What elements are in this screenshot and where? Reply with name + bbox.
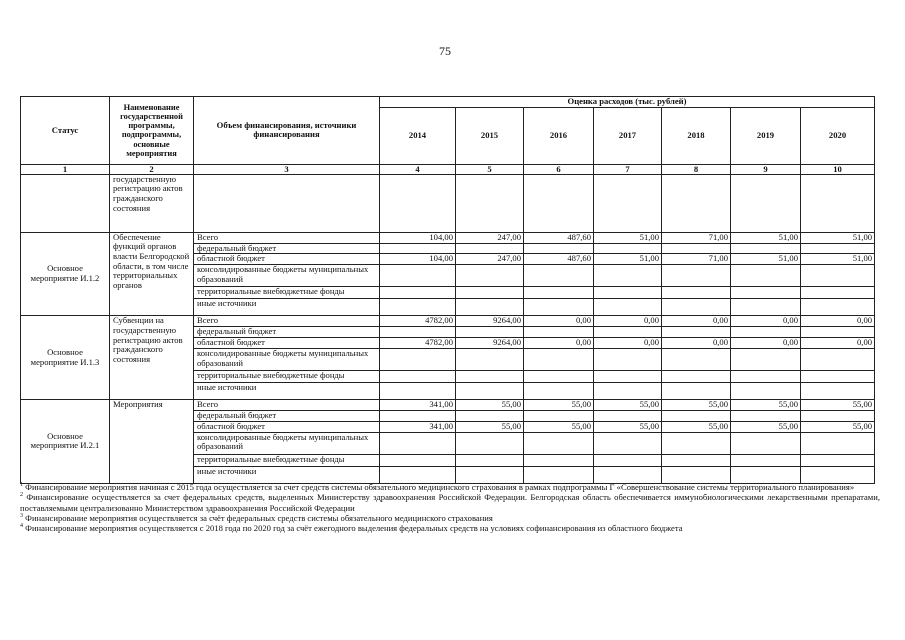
- value-cell: [456, 243, 524, 254]
- value-cell: 51,00: [731, 254, 801, 265]
- continuation-name: государственную регистрацию актов гражданского состояния: [110, 174, 194, 232]
- value-cell: [801, 265, 875, 287]
- column-number: 3: [194, 164, 380, 174]
- value-cell: [731, 243, 801, 254]
- value-cell: [456, 454, 524, 466]
- value-cell: [524, 454, 594, 466]
- value-cell: [380, 382, 456, 399]
- financing-source: территориальные внебюджетные фонды: [194, 287, 380, 299]
- value-cell: 0,00: [594, 337, 662, 348]
- value-cell: [524, 410, 594, 421]
- value-cell: 0,00: [662, 316, 731, 327]
- header-volume: Объем финансирования, источники финансирования: [194, 97, 380, 165]
- value-cell: 55,00: [801, 399, 875, 410]
- value-cell: [662, 299, 731, 316]
- table-row: [21, 316, 875, 327]
- value-cell: 0,00: [662, 337, 731, 348]
- value-cell: [456, 382, 524, 399]
- value-cell: 0,00: [594, 316, 662, 327]
- column-number: 5: [456, 164, 524, 174]
- value-cell: [662, 432, 731, 454]
- value-cell: [662, 327, 731, 338]
- value-cell: [594, 299, 662, 316]
- value-cell: [524, 466, 594, 483]
- header-year: 2016: [524, 107, 594, 164]
- value-cell: [456, 327, 524, 338]
- header-year: 2015: [456, 107, 524, 164]
- value-cell: [380, 287, 456, 299]
- value-cell: 55,00: [731, 421, 801, 432]
- value-cell: [380, 243, 456, 254]
- page-number: 75: [439, 44, 451, 58]
- value-cell: [456, 299, 524, 316]
- value-cell: [731, 466, 801, 483]
- value-cell: 55,00: [456, 399, 524, 410]
- footnotes: [20, 482, 880, 534]
- value-cell: [456, 466, 524, 483]
- table-row: [21, 232, 875, 243]
- header-year: 2017: [594, 107, 662, 164]
- value-cell: [594, 382, 662, 399]
- value-cell: [380, 327, 456, 338]
- value-cell: 51,00: [594, 232, 662, 243]
- value-cell: [801, 370, 875, 382]
- row-name: Субвенции на государственную регистрацию актов гражданского состояния: [110, 316, 194, 400]
- table-body: [21, 174, 875, 483]
- header-estimate: Оценка расходов (тыс. рублей): [380, 97, 875, 108]
- financing-source: консолидированные бюджеты муниципальных образований: [194, 432, 380, 454]
- value-cell: 55,00: [456, 421, 524, 432]
- value-cell: [731, 265, 801, 287]
- value-cell: [801, 410, 875, 421]
- footnote-mark: 1: [20, 482, 23, 489]
- value-cell: 0,00: [801, 316, 875, 327]
- financing-source: территориальные внебюджетные фонды: [194, 454, 380, 466]
- value-cell: [731, 454, 801, 466]
- value-cell: [594, 454, 662, 466]
- value-cell: 51,00: [801, 232, 875, 243]
- value-cell: [801, 299, 875, 316]
- continuation-status: [21, 174, 110, 232]
- value-cell: 104,00: [380, 232, 456, 243]
- financing-source: консолидированные бюджеты муниципальных образований: [194, 265, 380, 287]
- column-number: 6: [524, 164, 594, 174]
- value-cell: [380, 454, 456, 466]
- row-status: Основное мероприятие И.2.1: [21, 399, 110, 483]
- column-number: 2: [110, 164, 194, 174]
- value-cell: [662, 410, 731, 421]
- header-year: 2020: [801, 107, 875, 164]
- value-cell: 55,00: [731, 399, 801, 410]
- value-cell: [380, 370, 456, 382]
- value-cell: [524, 287, 594, 299]
- value-cell: [456, 265, 524, 287]
- value-cell: [456, 287, 524, 299]
- financing-source: иные источники: [194, 382, 380, 399]
- value-cell: [524, 327, 594, 338]
- value-cell: [801, 432, 875, 454]
- value-cell: [731, 410, 801, 421]
- value-cell: 0,00: [801, 337, 875, 348]
- header-status: Статус: [21, 97, 110, 165]
- column-number: 9: [731, 164, 801, 174]
- value-cell: 247,00: [456, 254, 524, 265]
- footnote-mark: 4: [20, 523, 23, 530]
- value-cell: [594, 265, 662, 287]
- value-cell: 55,00: [594, 399, 662, 410]
- value-cell: [594, 348, 662, 370]
- financing-source: федеральный бюджет: [194, 410, 380, 421]
- value-cell: 0,00: [524, 316, 594, 327]
- value-cell: [801, 327, 875, 338]
- value-cell: [594, 243, 662, 254]
- value-cell: 55,00: [594, 421, 662, 432]
- value-cell: [801, 466, 875, 483]
- value-cell: [731, 327, 801, 338]
- value-cell: [801, 454, 875, 466]
- financing-source: федеральный бюджет: [194, 327, 380, 338]
- value-cell: [594, 327, 662, 338]
- value-cell: [801, 348, 875, 370]
- footnote-mark: 2: [20, 492, 23, 499]
- footnote-text: Финансирование мероприятия осуществляется с 2018 года по 2020 год за счёт ежегодного выделения федеральных средств на условиях софинансирования из областного бюджета: [25, 523, 683, 534]
- value-cell: 487,60: [524, 254, 594, 265]
- financing-source: областной бюджет: [194, 337, 380, 348]
- column-number: 1: [21, 164, 110, 174]
- value-cell: [524, 265, 594, 287]
- value-cell: 51,00: [801, 254, 875, 265]
- value-cell: [731, 348, 801, 370]
- column-number-row: [21, 164, 875, 174]
- value-cell: [524, 432, 594, 454]
- header-year: 2014: [380, 107, 456, 164]
- value-cell: 51,00: [594, 254, 662, 265]
- financing-source: иные источники: [194, 299, 380, 316]
- value-cell: [662, 454, 731, 466]
- column-number: 7: [594, 164, 662, 174]
- value-cell: 71,00: [662, 254, 731, 265]
- footnote: [20, 482, 880, 492]
- value-cell: [594, 432, 662, 454]
- column-number: 4: [380, 164, 456, 174]
- value-cell: 9264,00: [456, 337, 524, 348]
- value-cell: 55,00: [524, 399, 594, 410]
- budget-table: [20, 96, 875, 484]
- value-cell: [594, 370, 662, 382]
- value-cell: [662, 466, 731, 483]
- row-name: Обеспечение функций органов власти Белгородской области, в том числе территориальных органов: [110, 232, 194, 316]
- value-cell: [801, 243, 875, 254]
- value-cell: [731, 382, 801, 399]
- row-status: Основное мероприятие И.1.3: [21, 316, 110, 400]
- value-cell: [662, 370, 731, 382]
- value-cell: [731, 432, 801, 454]
- continuation-row: [21, 174, 875, 232]
- value-cell: 71,00: [662, 232, 731, 243]
- financing-source: Всего: [194, 232, 380, 243]
- value-cell: [524, 348, 594, 370]
- value-cell: [456, 410, 524, 421]
- value-cell: [456, 432, 524, 454]
- value-cell: 55,00: [662, 399, 731, 410]
- value-cell: [594, 410, 662, 421]
- value-cell: [380, 348, 456, 370]
- value-cell: 0,00: [524, 337, 594, 348]
- row-name: Мероприятия: [110, 399, 194, 483]
- value-cell: 55,00: [801, 421, 875, 432]
- value-cell: [380, 466, 456, 483]
- row-status: Основное мероприятие И.1.2: [21, 232, 110, 316]
- financing-source: консолидированные бюджеты муниципальных образований: [194, 348, 380, 370]
- value-cell: [662, 265, 731, 287]
- footnote: [20, 523, 880, 533]
- value-cell: 487,60: [524, 232, 594, 243]
- value-cell: [662, 287, 731, 299]
- value-cell: 9264,00: [456, 316, 524, 327]
- footnote: [20, 513, 880, 523]
- table-row: [21, 399, 875, 410]
- value-cell: [524, 382, 594, 399]
- value-cell: [380, 299, 456, 316]
- value-cell: 4782,00: [380, 337, 456, 348]
- financing-source: территориальные внебюджетные фонды: [194, 370, 380, 382]
- value-cell: [731, 299, 801, 316]
- column-number: 8: [662, 164, 731, 174]
- financing-source: областной бюджет: [194, 254, 380, 265]
- value-cell: 341,00: [380, 421, 456, 432]
- value-cell: [731, 287, 801, 299]
- value-cell: [662, 243, 731, 254]
- value-cell: [380, 410, 456, 421]
- value-cell: [801, 382, 875, 399]
- value-cell: 104,00: [380, 254, 456, 265]
- value-cell: [801, 287, 875, 299]
- financing-source: областной бюджет: [194, 421, 380, 432]
- value-cell: [456, 348, 524, 370]
- value-cell: 247,00: [456, 232, 524, 243]
- footnote-text: Финансирование осуществляется за счет федеральных средств, выделенных Министерству здравоохранения Российской Федерации. Белгородская область обеспечивается иммунобиологическими лекарственными препаратами, поставляемыми централизованно Министерством здравоохранения Российской Федерации: [20, 492, 880, 513]
- value-cell: 51,00: [731, 232, 801, 243]
- footnote-mark: 3: [20, 513, 23, 520]
- value-cell: [594, 287, 662, 299]
- footnote-text: Финансирование мероприятия осуществляется за счёт федеральных средств системы обязательного медицинского страхования: [25, 512, 493, 523]
- value-cell: 55,00: [524, 421, 594, 432]
- value-cell: 0,00: [731, 337, 801, 348]
- value-cell: [594, 466, 662, 483]
- column-number: 10: [801, 164, 875, 174]
- value-cell: [380, 432, 456, 454]
- value-cell: [731, 370, 801, 382]
- value-cell: [662, 348, 731, 370]
- footnote-text: Финансирование мероприятия начиная с 2015 года осуществляется за счет средств системы обязательного медицинского страхования в рамках подпрограммы Г «Совершенствование системы территориального планирования»: [25, 482, 855, 492]
- value-cell: [524, 370, 594, 382]
- value-cell: [456, 370, 524, 382]
- financing-source: Всего: [194, 399, 380, 410]
- value-cell: [524, 243, 594, 254]
- financing-source: Всего: [194, 316, 380, 327]
- value-cell: 55,00: [662, 421, 731, 432]
- header-year: 2019: [731, 107, 801, 164]
- value-cell: 341,00: [380, 399, 456, 410]
- footnote: [20, 492, 880, 513]
- header-name: Наименование государственной программы, подпрограммы, основные мероприятия: [110, 97, 194, 165]
- header-year: 2018: [662, 107, 731, 164]
- value-cell: 0,00: [731, 316, 801, 327]
- financing-source: иные источники: [194, 466, 380, 483]
- value-cell: [524, 299, 594, 316]
- value-cell: 4782,00: [380, 316, 456, 327]
- value-cell: [380, 265, 456, 287]
- value-cell: [662, 382, 731, 399]
- financing-source: федеральный бюджет: [194, 243, 380, 254]
